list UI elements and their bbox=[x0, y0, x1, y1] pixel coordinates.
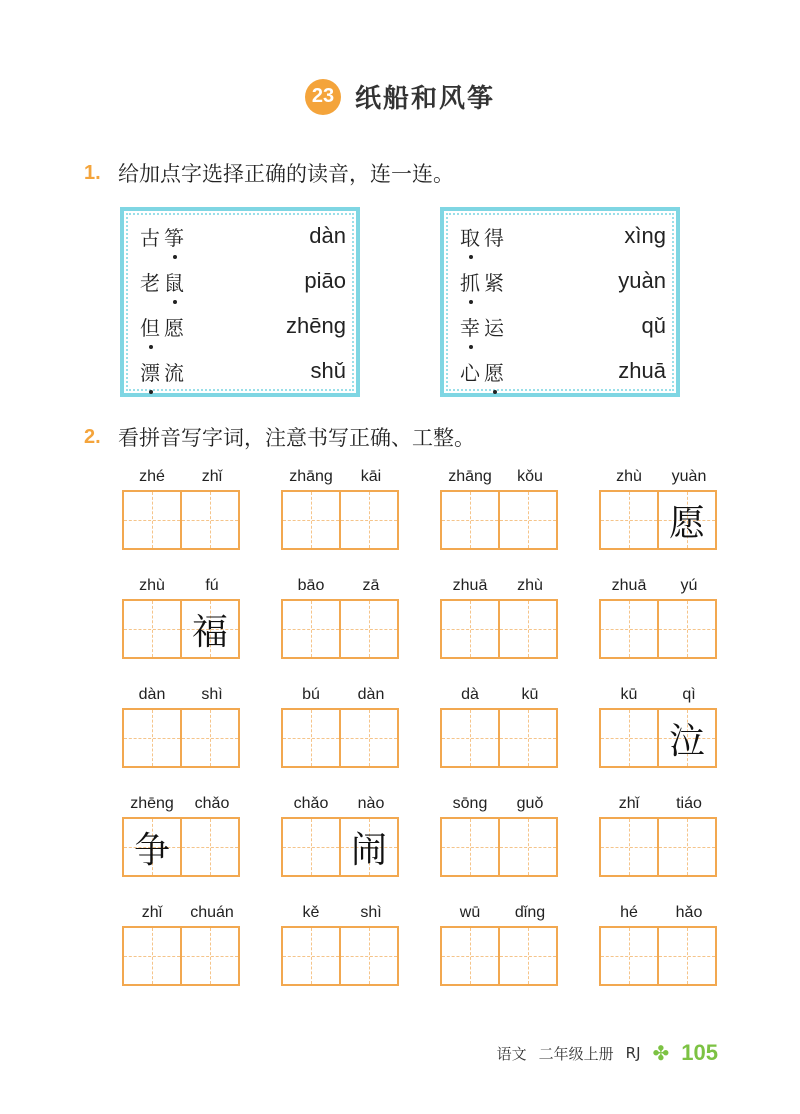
match-word: 但愿 bbox=[140, 312, 188, 341]
writing-cell[interactable] bbox=[339, 599, 399, 659]
match-pinyin: xìng bbox=[624, 223, 666, 248]
pinyin-syllable: dà bbox=[461, 686, 479, 703]
writing-cell[interactable] bbox=[180, 599, 240, 659]
writing-cell[interactable] bbox=[122, 599, 182, 659]
match-pinyin: piāo bbox=[304, 268, 346, 293]
match-word: 老鼠 bbox=[140, 267, 188, 296]
writing-cell[interactable] bbox=[281, 708, 341, 768]
pinyin-row bbox=[599, 468, 719, 486]
pinyin-syllable: kǒu bbox=[517, 468, 543, 485]
emphasis-dot-icon bbox=[493, 390, 497, 394]
pinyin-row bbox=[440, 577, 560, 595]
writing-cell[interactable] bbox=[122, 708, 182, 768]
tianzige-grid bbox=[440, 599, 560, 659]
match-word: 幸运 bbox=[460, 312, 508, 341]
pinyin-row bbox=[281, 795, 401, 813]
pinyin-syllable: sōng bbox=[452, 795, 488, 812]
pinyin-syllable: dǐng bbox=[514, 904, 546, 921]
pinyin-syllable: shì bbox=[360, 904, 382, 921]
emphasis-dot-icon bbox=[469, 345, 473, 349]
pinyin-syllable: chuán bbox=[190, 904, 234, 921]
writing-cell[interactable] bbox=[657, 926, 717, 986]
writing-cell[interactable] bbox=[339, 708, 399, 768]
pinyin-syllable: tiáo bbox=[676, 795, 702, 812]
tianzige-grid bbox=[122, 817, 242, 877]
pinyin-row bbox=[599, 795, 719, 813]
given-character: 愿 bbox=[668, 502, 705, 544]
given-character: 闹 bbox=[350, 829, 387, 871]
writing-cell[interactable] bbox=[339, 817, 399, 877]
tianzige-grid bbox=[599, 599, 719, 659]
pinyin-row bbox=[122, 904, 242, 922]
writing-cell[interactable] bbox=[498, 599, 558, 659]
tianzige-grid bbox=[122, 708, 242, 768]
question-1-text: 给加点字选择正确的读音，连一连。 bbox=[118, 162, 454, 186]
pinyin-row bbox=[440, 904, 560, 922]
match-word: 抓紧 bbox=[460, 267, 508, 296]
question-2 bbox=[84, 422, 475, 452]
pinyin-syllable: hǎo bbox=[675, 904, 703, 921]
writing-cell[interactable] bbox=[281, 599, 341, 659]
pinyin-syllable: zhēng bbox=[130, 795, 174, 812]
tianzige-grid bbox=[122, 926, 242, 986]
tianzige-grid bbox=[122, 490, 242, 550]
matching-box-left bbox=[120, 207, 360, 397]
pinyin-syllable: zhù bbox=[139, 577, 165, 594]
pinyin-syllable: shì bbox=[201, 686, 223, 703]
match-pinyin: dàn bbox=[309, 223, 346, 248]
writing-cell[interactable] bbox=[122, 817, 182, 877]
pinyin-syllable: yú bbox=[680, 577, 698, 594]
writing-cell[interactable] bbox=[122, 926, 182, 986]
match-pinyin: yuàn bbox=[618, 268, 666, 293]
pinyin-syllable: zhǐ bbox=[201, 468, 223, 485]
pinyin-row bbox=[599, 686, 719, 704]
writing-cell[interactable] bbox=[440, 599, 500, 659]
writing-cell[interactable] bbox=[498, 926, 558, 986]
question-2-text: 看拼音写字词，注意书写正确、工整。 bbox=[118, 426, 475, 450]
writing-cell[interactable] bbox=[599, 599, 659, 659]
writing-cell[interactable] bbox=[122, 490, 182, 550]
writing-cell[interactable] bbox=[599, 817, 659, 877]
match-pair bbox=[460, 266, 666, 296]
pinyin-row bbox=[440, 468, 560, 486]
writing-cell[interactable] bbox=[339, 926, 399, 986]
pinyin-syllable: kū bbox=[521, 686, 539, 703]
pinyin-row bbox=[281, 468, 401, 486]
tianzige-grid bbox=[281, 599, 401, 659]
writing-cell[interactable] bbox=[180, 926, 240, 986]
pinyin-syllable: chǎo bbox=[194, 795, 230, 812]
tianzige-grid bbox=[440, 490, 560, 550]
writing-cell[interactable] bbox=[281, 490, 341, 550]
pinyin-row bbox=[122, 795, 242, 813]
question-1-number: 1. bbox=[84, 161, 101, 184]
match-pinyin: zhuā bbox=[618, 358, 666, 383]
writing-cell[interactable] bbox=[440, 926, 500, 986]
pinyin-syllable: nào bbox=[357, 795, 385, 812]
writing-cell[interactable] bbox=[657, 490, 717, 550]
pinyin-syllable: dàn bbox=[357, 686, 385, 703]
match-pair bbox=[140, 266, 346, 296]
match-pair bbox=[140, 221, 346, 251]
writing-cell[interactable] bbox=[339, 490, 399, 550]
writing-cell[interactable] bbox=[657, 817, 717, 877]
pinyin-syllable: zhù bbox=[517, 577, 543, 594]
pinyin-syllable: zhé bbox=[139, 468, 165, 485]
given-character: 争 bbox=[133, 829, 170, 871]
pinyin-syllable: bú bbox=[302, 686, 320, 703]
pinyin-row bbox=[599, 577, 719, 595]
tianzige-grid bbox=[599, 926, 719, 986]
emphasis-dot-icon bbox=[469, 300, 473, 304]
writing-cell[interactable] bbox=[180, 708, 240, 768]
writing-cell[interactable] bbox=[498, 817, 558, 877]
writing-cell[interactable] bbox=[498, 708, 558, 768]
writing-cell[interactable] bbox=[440, 817, 500, 877]
match-pair bbox=[460, 356, 666, 386]
pinyin-syllable: qì bbox=[682, 686, 696, 703]
pinyin-syllable: zhǐ bbox=[141, 904, 163, 921]
writing-cell[interactable] bbox=[657, 599, 717, 659]
writing-cell[interactable] bbox=[281, 817, 341, 877]
pinyin-row bbox=[440, 686, 560, 704]
given-character: 泣 bbox=[668, 720, 705, 762]
matching-box-right bbox=[440, 207, 680, 397]
pinyin-syllable: kāi bbox=[360, 468, 382, 485]
pinyin-syllable: bāo bbox=[297, 577, 325, 594]
pinyin-row bbox=[122, 577, 242, 595]
pinyin-row bbox=[281, 686, 401, 704]
match-pinyin: shǔ bbox=[310, 358, 346, 383]
emphasis-dot-icon bbox=[469, 255, 473, 259]
tianzige-grid bbox=[599, 490, 719, 550]
writing-cell[interactable] bbox=[657, 708, 717, 768]
tianzige-grid bbox=[281, 708, 401, 768]
writing-cell[interactable] bbox=[599, 708, 659, 768]
emphasis-dot-icon bbox=[149, 390, 153, 394]
pinyin-syllable: kū bbox=[620, 686, 638, 703]
match-pinyin: zhēng bbox=[286, 313, 346, 338]
tianzige-grid bbox=[281, 926, 401, 986]
writing-cell[interactable] bbox=[440, 708, 500, 768]
footer-subject: 语文 bbox=[496, 1044, 527, 1063]
writing-cell[interactable] bbox=[180, 490, 240, 550]
pinyin-row bbox=[281, 577, 401, 595]
tianzige-grid bbox=[440, 708, 560, 768]
writing-cell[interactable] bbox=[599, 490, 659, 550]
writing-cell[interactable] bbox=[599, 926, 659, 986]
page-number: 105 bbox=[681, 1040, 718, 1065]
match-pair bbox=[140, 356, 346, 386]
match-pair bbox=[460, 221, 666, 251]
footer-grade: 二年级上册 bbox=[538, 1044, 614, 1063]
pinyin-syllable: guǒ bbox=[516, 795, 544, 812]
pinyin-syllable: fú bbox=[205, 577, 219, 594]
pinyin-syllable: zhuā bbox=[452, 577, 488, 594]
pinyin-row bbox=[281, 904, 401, 922]
writing-cell[interactable] bbox=[281, 926, 341, 986]
emphasis-dot-icon bbox=[149, 345, 153, 349]
pinyin-syllable: hé bbox=[620, 904, 638, 921]
pinyin-syllable: zhù bbox=[616, 468, 642, 485]
page-footer bbox=[497, 1040, 718, 1066]
match-pair bbox=[460, 311, 666, 341]
emphasis-dot-icon bbox=[173, 300, 177, 304]
pinyin-syllable: wū bbox=[459, 904, 481, 921]
clover-icon: ✤ bbox=[652, 1041, 670, 1065]
writing-cell[interactable] bbox=[440, 490, 500, 550]
writing-cell[interactable] bbox=[180, 817, 240, 877]
pinyin-syllable: zhāng bbox=[289, 468, 333, 485]
pinyin-syllable: zhāng bbox=[448, 468, 492, 485]
tianzige-grid bbox=[122, 599, 242, 659]
page-title bbox=[0, 78, 800, 115]
pinyin-row bbox=[122, 686, 242, 704]
match-pinyin: qǔ bbox=[641, 313, 666, 338]
question-2-number: 2. bbox=[84, 425, 101, 448]
writing-cell[interactable] bbox=[498, 490, 558, 550]
footer-edition: RJ bbox=[625, 1044, 641, 1062]
match-pair bbox=[140, 311, 346, 341]
pinyin-syllable: kě bbox=[302, 904, 320, 921]
tianzige-grid bbox=[440, 926, 560, 986]
pinyin-row bbox=[122, 468, 242, 486]
pinyin-syllable: yuàn bbox=[671, 468, 707, 485]
tianzige-grid bbox=[281, 490, 401, 550]
pinyin-row bbox=[599, 904, 719, 922]
lesson-number-badge: 23 bbox=[305, 79, 341, 115]
given-character: 福 bbox=[191, 611, 228, 653]
pinyin-syllable: zhuā bbox=[611, 577, 647, 594]
match-word: 心愿 bbox=[460, 357, 508, 386]
pinyin-row bbox=[440, 795, 560, 813]
tianzige-grid bbox=[440, 817, 560, 877]
pinyin-syllable: zhǐ bbox=[618, 795, 640, 812]
match-word: 漂流 bbox=[140, 357, 188, 386]
pinyin-syllable: dàn bbox=[138, 686, 166, 703]
tianzige-grid bbox=[599, 817, 719, 877]
emphasis-dot-icon bbox=[173, 255, 177, 259]
tianzige-grid bbox=[599, 708, 719, 768]
question-1 bbox=[84, 158, 454, 188]
pinyin-syllable: chǎo bbox=[293, 795, 329, 812]
match-word: 取得 bbox=[460, 222, 508, 251]
tianzige-grid bbox=[281, 817, 401, 877]
lesson-title: 纸船和风筝 bbox=[354, 84, 495, 114]
match-word: 古筝 bbox=[140, 222, 188, 251]
pinyin-syllable: zā bbox=[362, 577, 380, 594]
